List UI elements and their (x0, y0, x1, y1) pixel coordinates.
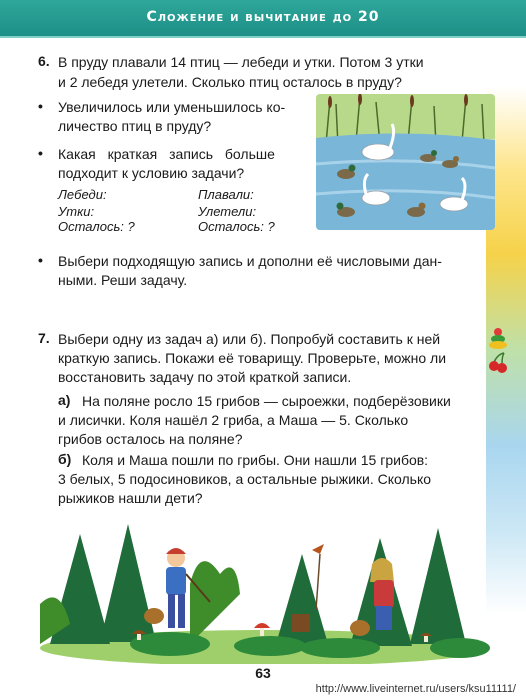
task-6-number: 6. (38, 53, 50, 69)
bullet-3: • (38, 252, 43, 268)
record-right-line-1: Плавали: (198, 187, 254, 202)
difficulty-icons (486, 326, 510, 382)
task-7-line-1: Выбери одну из задач а) или б). Попробуй составить к ней (58, 331, 441, 347)
task-6-question-3-line-2: ными. Реши задачу. (58, 272, 188, 288)
task-7b-label: б) (58, 451, 72, 467)
section-title: Сложение и вычитание до 20 (146, 9, 380, 25)
task-7b-line-2: 3 белых, 5 подосиновиков, а остальные рыжики. Сколько (58, 471, 432, 487)
task-6-line-2: и 2 лебедя улетели. Сколько птиц осталось в пруду? (58, 74, 402, 90)
task-7b-line-1: Коля и Маша пошли по грибы. Они нашли 15 грибов: (82, 452, 429, 468)
record-left-line-2: Утки: (58, 204, 95, 219)
task-7a-label: а) (58, 392, 71, 408)
task-7-line-3: восстановить задачу по этой краткой записи. (58, 369, 352, 385)
record-left-line-3: Осталось: ? (58, 219, 135, 234)
cherry-icon (489, 353, 507, 373)
record-left-line-1: Лебеди: (58, 187, 107, 202)
task-7a-line-2: и лисички. Коля нашёл 2 гриба, а Маша — 5. Сколько (58, 412, 409, 428)
task-6-line-1: В пруду плавали 14 птиц — лебеди и утки. Потом 3 утки (58, 54, 424, 70)
record-right-line-3: Осталось: ? (198, 219, 275, 234)
watermark-url[interactable]: http://www.liveinternet.ru/users/ksu11111/ (315, 683, 516, 695)
bullet-2: • (38, 145, 43, 161)
task-6-question-2-line-2: подходит к условию задачи? (58, 165, 245, 181)
bullet-1: • (38, 98, 43, 114)
task-7-number: 7. (38, 330, 50, 346)
task-6-question-1-line-2: личество птиц в пруду? (58, 118, 212, 134)
task-6-question-2-line-1: Какая краткая запись больше (58, 146, 275, 162)
task-7a-line-3: грибов осталось на поляне? (58, 431, 243, 447)
section-header (0, 0, 526, 38)
task-7a-line-1: На поляне росло 15 грибов — сыроежки, подберёзовики (82, 393, 451, 409)
page-number: 63 (255, 665, 271, 681)
task-7-line-2: краткую запись. Покажи её товарищу. Проверьте, можно ли (58, 350, 447, 366)
pyramid-icon (489, 328, 507, 349)
task-6-question-3-line-1: Выбери подходящую запись и дополни её числовыми дан- (58, 253, 442, 269)
record-right-line-2: Улетели: (198, 204, 257, 219)
pond-illustration (316, 94, 495, 230)
task-7b-line-3: рыжиков нашли дети? (58, 490, 203, 506)
forest-illustration (40, 524, 490, 664)
task-6-question-1-line-1: Увеличилось или уменьшилось ко- (58, 99, 286, 115)
